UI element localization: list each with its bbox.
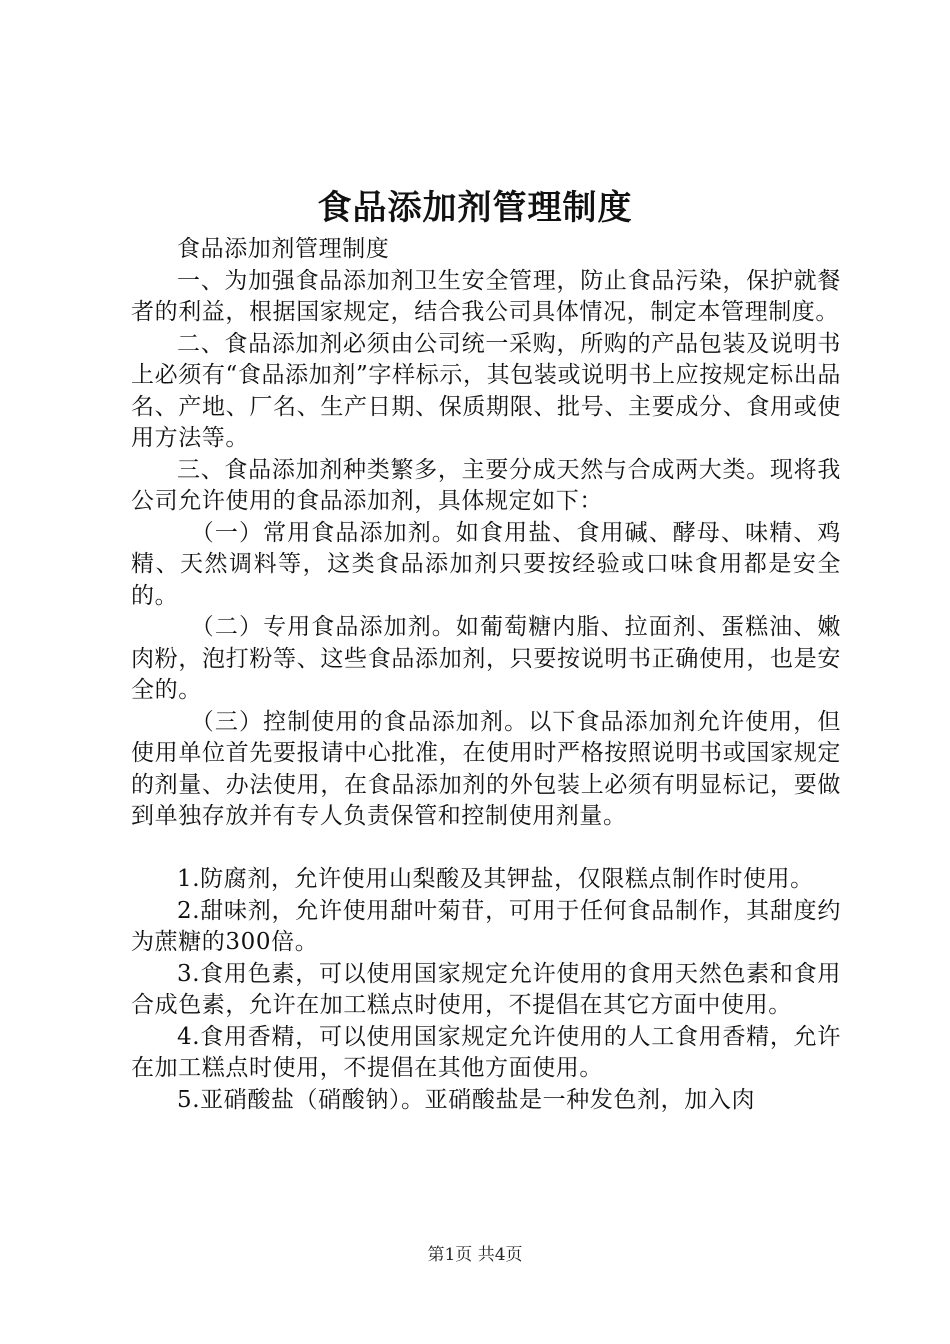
paragraph-item-2: 2.甜味剂，允许使用甜叶菊苷，可用于任何食品制作，其甜度约为蔗糖的300倍。 (131, 897, 841, 955)
paragraph-section-3: 三、食品添加剂种类繁多，主要分成天然与合成两大类。现将我公司允许使用的食品添加剂，具体规定如下： (131, 456, 841, 514)
paragraph-subsection-2: （二）专用食品添加剂。如葡萄糖内脂、拉面剂、蛋糕油、嫩肉粉，泡打粉等、这些食品添加剂，只要按说明书正确使用，也是安全的。 (131, 614, 841, 703)
paragraph-item-1: 1.防腐剂，允许使用山梨酸及其钾盐，仅限糕点制作时使用。 (177, 866, 814, 892)
document-title: 食品添加剂管理制度 (317, 188, 633, 228)
paragraph-item-3: 3.食用色素，可以使用国家规定允许使用的食用天然色素和食用合成色素，允许在加工糕点时使用，不提倡在其它方面中使用。 (131, 960, 841, 1018)
document-body (131, 234, 841, 1116)
paragraph-item-5: 5.亚硝酸盐（硝酸钠）。亚硝酸盐是一种发色剂，加入肉 (177, 1086, 756, 1113)
paragraph-section-2: 二、食品添加剂必须由公司统一采购，所购的产品包装及说明书上必须有“食品添加剂”字样标示，其包装或说明书上应按规定标出品名、产地、厂名、生产日期、保质期限、批号、主要成分、食用或使用方法等。 (131, 330, 841, 451)
paragraph-heading: 食品添加剂管理制度 (177, 236, 390, 262)
blank-line (131, 833, 841, 865)
paragraph-subsection-1: （一）常用食品添加剂。如食用盐、食用碱、酵母、味精、鸡精、天然调料等，这类食品添加剂只要按经验或口味食用都是安全的。 (131, 519, 841, 609)
paragraph-subsection-3: （三）控制使用的食品添加剂。以下食品添加剂允许使用，但使用单位首先要报请中心批准，在使用时严格按照说明书或国家规定的剂量、办法使用，在食品添加剂的外包装上必须有明显标记，要做到单独存放并有专人负责保管和控制使用剂量。 (131, 708, 841, 829)
page-footer: 第1页 共4页 (427, 1245, 523, 1265)
paragraph-item-4: 4.食用香精，可以使用国家规定允许使用的人工食用香精，允许在加工糕点时使用，不提倡在其他方面使用。 (131, 1023, 841, 1081)
paragraph-section-1: 一、为加强食品添加剂卫生安全管理，防止食品污染，保护就餐者的利益，根据国家规定，结合我公司具体情况，制定本管理制度。 (131, 267, 841, 325)
